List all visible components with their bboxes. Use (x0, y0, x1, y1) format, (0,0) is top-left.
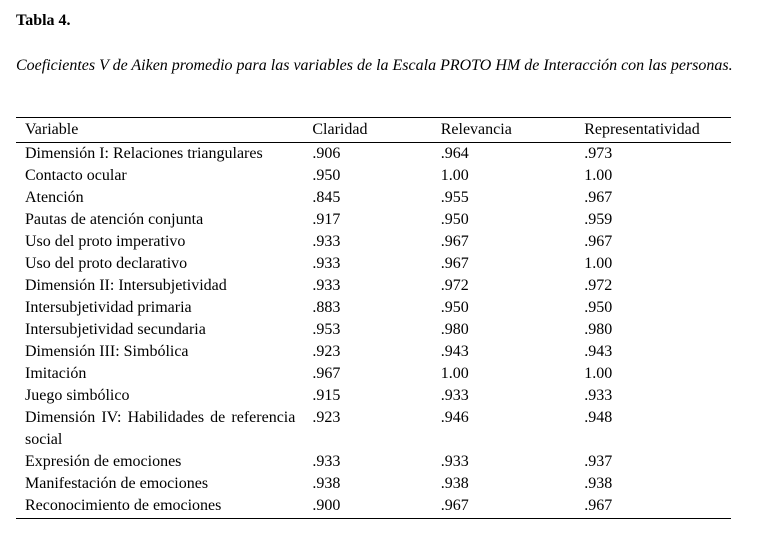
table-row (16, 275, 731, 297)
cell-relevancia: .972 (440, 277, 469, 294)
cell-representatividad: .972 (584, 277, 613, 294)
cell-representatividad: 1.00 (584, 167, 613, 184)
cell-claridad: .967 (312, 365, 341, 382)
cell-variable: Dimensión III: Simbólica (25, 343, 189, 360)
cell-representatividad: .973 (584, 145, 613, 162)
table-row (16, 363, 731, 385)
aiken-coefficients-table (16, 117, 731, 519)
cell-claridad: .938 (312, 475, 341, 492)
table-row (16, 231, 731, 253)
header-representatividad: Representatividad (575, 118, 731, 143)
table-header (16, 118, 731, 143)
cell-claridad: .950 (312, 167, 341, 184)
table-caption: Coeficientes V de Aiken promedio para las variables de la Escala PROTO HM de Interacción con las personas. (16, 57, 733, 74)
cell-relevancia: .943 (440, 343, 469, 360)
table-row (16, 165, 731, 187)
cell-relevancia: .980 (440, 321, 469, 338)
table-row (16, 473, 731, 495)
table-row (16, 385, 731, 407)
cell-representatividad: 1.00 (584, 255, 613, 272)
table-row (16, 451, 731, 473)
cell-representatividad: .950 (584, 299, 613, 316)
cell-variable: Pautas de atención conjunta (25, 211, 204, 228)
cell-representatividad: .967 (584, 189, 613, 206)
cell-variable: Juego simbólico (25, 387, 130, 404)
cell-variable: Dimensión IV: Habilidades de referencia social (25, 409, 296, 448)
cell-variable: Atención (25, 189, 84, 206)
table-row (16, 143, 731, 166)
cell-claridad: .953 (312, 321, 341, 338)
cell-representatividad: .980 (584, 321, 613, 338)
table-label: Tabla 4. (16, 12, 71, 29)
cell-relevancia: 1.00 (440, 365, 469, 382)
cell-relevancia: .933 (440, 387, 469, 404)
table-row (16, 187, 731, 209)
cell-representatividad: .943 (584, 343, 613, 360)
table-row (16, 209, 731, 231)
table-row (16, 253, 731, 275)
header-row (16, 118, 731, 143)
header-claridad: Claridad (303, 118, 431, 143)
table-row (16, 341, 731, 363)
cell-variable: Imitación (25, 365, 87, 382)
cell-representatividad: .967 (575, 495, 731, 519)
table-body (16, 143, 731, 519)
cell-relevancia: .955 (440, 189, 469, 206)
cell-relevancia: 1.00 (440, 167, 469, 184)
cell-claridad: .915 (312, 387, 341, 404)
cell-representatividad: .937 (584, 453, 613, 470)
cell-variable: Uso del proto declarativo (25, 255, 188, 272)
cell-claridad: .923 (312, 409, 341, 426)
cell-variable: Uso del proto imperativo (25, 233, 186, 250)
cell-claridad: .845 (312, 189, 341, 206)
cell-relevancia: .950 (440, 211, 469, 228)
cell-relevancia: .933 (440, 453, 469, 470)
cell-claridad: .917 (312, 211, 341, 228)
cell-claridad: .933 (312, 233, 341, 250)
cell-relevancia: .967 (440, 233, 469, 250)
cell-representatividad: .948 (584, 409, 613, 426)
cell-relevancia: .950 (440, 299, 469, 316)
cell-claridad: .900 (303, 495, 431, 519)
cell-claridad: .933 (312, 255, 341, 272)
header-variable: Variable (16, 118, 303, 143)
table-row (16, 407, 731, 451)
cell-representatividad: .938 (584, 475, 613, 492)
cell-representatividad: .967 (584, 233, 613, 250)
header-relevancia: Relevancia (432, 118, 575, 143)
cell-variable: Expresión de emociones (25, 453, 182, 470)
table-row (16, 297, 731, 319)
cell-variable: Manifestación de emociones (25, 475, 209, 492)
cell-variable: Reconocimiento de emociones (16, 495, 303, 519)
cell-representatividad: .933 (584, 387, 613, 404)
cell-representatividad: 1.00 (584, 365, 613, 382)
table-row (16, 319, 731, 341)
cell-relevancia: .946 (440, 409, 469, 426)
cell-relevancia: .967 (440, 255, 469, 272)
cell-representatividad: .959 (584, 211, 613, 228)
cell-variable: Dimensión II: Intersubjetividad (25, 277, 227, 294)
cell-variable: Intersubjetividad primaria (25, 299, 192, 316)
table-row (16, 495, 731, 519)
cell-relevancia: .967 (432, 495, 575, 519)
cell-variable: Intersubjetividad secundaria (25, 321, 206, 338)
cell-claridad: .933 (312, 277, 341, 294)
cell-claridad: .883 (312, 299, 341, 316)
cell-relevancia: .938 (440, 475, 469, 492)
cell-variable: Contacto ocular (25, 167, 127, 184)
cell-claridad: .923 (312, 343, 341, 360)
cell-relevancia: .964 (440, 145, 469, 162)
cell-claridad: .906 (312, 145, 341, 162)
cell-claridad: .933 (312, 453, 341, 470)
cell-variable: Dimensión I: Relaciones triangulares (25, 145, 263, 162)
